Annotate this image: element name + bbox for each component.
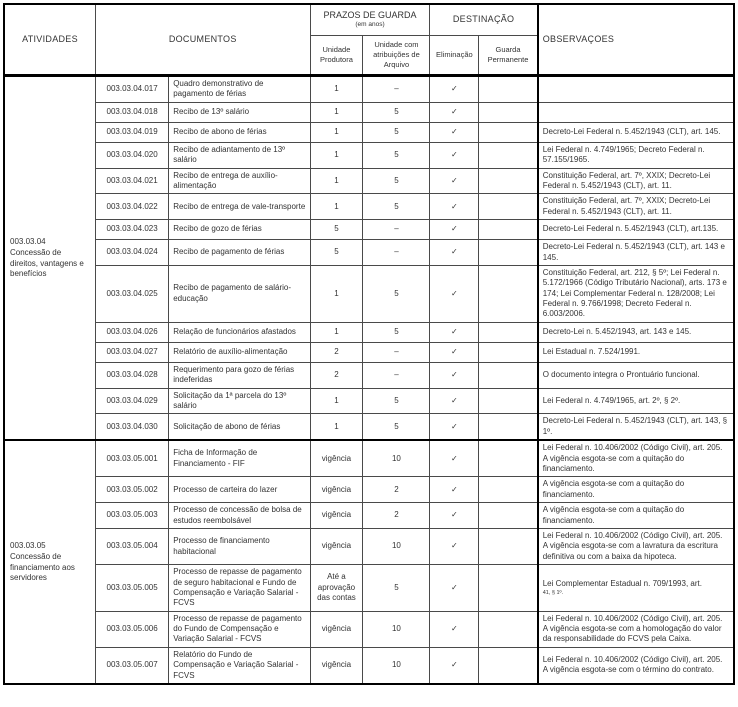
guarda-permanente-cell xyxy=(479,168,538,194)
observacao-text: A vigência esgota-se com a quitação do financiamento. xyxy=(542,505,685,525)
activity-label: Concessão de direitos, vantagens e benefícios xyxy=(10,248,84,278)
document-code-cell: 003.03.04.019 xyxy=(96,122,169,142)
table-row xyxy=(4,362,734,388)
eliminacao-cell xyxy=(430,477,479,503)
prazo-unidade-produtora-cell: 1 xyxy=(310,414,363,440)
table-row xyxy=(4,647,734,684)
observacao-text: Decreto-Lei Federal n. 5.452/1943 (CLT), art.135. xyxy=(542,224,719,234)
observacoes-cell xyxy=(538,102,734,122)
eliminacao-cell xyxy=(430,528,479,564)
document-code-cell: 003.03.04.030 xyxy=(96,414,169,440)
prazo-unidade-arquivo-cell: 5 xyxy=(363,194,430,220)
check-icon: ✓ xyxy=(451,453,458,463)
document-name-cell: Requerimento para gozo de férias indeferidas xyxy=(169,362,310,388)
activity-code: 003.03.04 xyxy=(10,236,46,246)
eliminacao-cell xyxy=(430,122,479,142)
header-atividades: ATIVIDADES xyxy=(4,4,96,76)
observacoes-cell xyxy=(538,220,734,240)
observacoes-cell xyxy=(538,414,734,440)
document-code-cell: 003.03.04.018 xyxy=(96,102,169,122)
prazo-unidade-arquivo-cell: 5 xyxy=(363,168,430,194)
document-code-cell: 003.03.05.007 xyxy=(96,647,169,684)
header-documentos: DOCUMENTOS xyxy=(96,4,311,76)
prazo-unidade-produtora-cell: 2 xyxy=(310,362,363,388)
observacoes-cell xyxy=(538,440,734,477)
document-name-cell: Relação de funcionários afastados xyxy=(169,322,310,342)
document-code-cell: 003.03.04.021 xyxy=(96,168,169,194)
document-name-cell: Processo de repasse de pagamento do Fundo de Compensação e Variação Salarial - FCVS xyxy=(169,611,310,647)
table-row xyxy=(4,440,734,477)
eliminacao-cell xyxy=(430,265,479,322)
activity-cell xyxy=(4,76,96,441)
header-guarda-permanente: Guarda Permanente xyxy=(479,36,538,76)
observacoes-cell xyxy=(538,647,734,684)
prazo-unidade-produtora-cell: 1 xyxy=(310,265,363,322)
observacoes-cell xyxy=(538,565,734,612)
header-destinacao: DESTINAÇÃO xyxy=(430,4,538,36)
prazo-unidade-produtora-cell: 2 xyxy=(310,342,363,362)
guarda-permanente-cell xyxy=(479,142,538,168)
observacao-text: Constituição Federal, art. 7º, XXIX; Decreto-Lei Federal n. 5.452/1943 (CLT), art. 11. xyxy=(542,170,711,190)
eliminacao-cell xyxy=(430,388,479,414)
activity-cell xyxy=(4,440,96,684)
prazo-unidade-arquivo-cell: 5 xyxy=(363,565,430,612)
prazo-unidade-arquivo-cell: 2 xyxy=(363,477,430,503)
check-icon: ✓ xyxy=(451,582,458,592)
document-code-cell: 003.03.05.004 xyxy=(96,528,169,564)
prazo-unidade-produtora-cell: 5 xyxy=(310,240,363,266)
document-code-cell: 003.03.04.024 xyxy=(96,240,169,266)
prazo-unidade-produtora-cell: 1 xyxy=(310,168,363,194)
document-name-cell: Processo de concessão de bolsa de estudos reembolsável xyxy=(169,503,310,529)
check-icon: ✓ xyxy=(451,201,458,211)
eliminacao-cell xyxy=(430,440,479,477)
document-name-cell: Ficha de Informação de Financiamento - FIF xyxy=(169,440,310,477)
guarda-permanente-cell xyxy=(479,647,538,684)
table-body xyxy=(4,76,734,685)
eliminacao-cell xyxy=(430,76,479,103)
observacoes-cell xyxy=(538,122,734,142)
document-code-cell: 003.03.04.025 xyxy=(96,265,169,322)
eliminacao-cell xyxy=(430,503,479,529)
observacao-text: O documento integra o Prontuário funcional. xyxy=(542,370,700,380)
observacoes-cell xyxy=(538,168,734,194)
document-code-cell: 003.03.05.006 xyxy=(96,611,169,647)
observacoes-cell xyxy=(538,611,734,647)
table-row xyxy=(4,477,734,503)
document-name-cell: Recibo de adiantamento de 13º salário xyxy=(169,142,310,168)
guarda-permanente-cell xyxy=(479,440,538,477)
prazo-unidade-produtora-cell: 5 xyxy=(310,220,363,240)
observacoes-cell xyxy=(538,142,734,168)
document-name-cell: Relatório do Fundo de Compensação e Variação Salarial - FCVS xyxy=(169,647,310,684)
prazo-unidade-produtora-cell: 1 xyxy=(310,322,363,342)
prazo-unidade-produtora-cell: 1 xyxy=(310,194,363,220)
table-row xyxy=(4,528,734,564)
document-code-cell: 003.03.04.029 xyxy=(96,388,169,414)
check-icon: ✓ xyxy=(451,421,458,431)
header-unidade-produtora: Unidade Produtora xyxy=(310,36,363,76)
check-icon: ✓ xyxy=(451,660,458,670)
prazo-unidade-produtora-cell: vigência xyxy=(310,440,363,477)
prazo-unidade-arquivo-cell: 5 xyxy=(363,142,430,168)
table-row xyxy=(4,122,734,142)
document-name-cell: Recibo de pagamento de férias xyxy=(169,240,310,266)
prazo-unidade-produtora-cell: 1 xyxy=(310,122,363,142)
check-icon: ✓ xyxy=(451,541,458,551)
check-icon: ✓ xyxy=(451,327,458,337)
eliminacao-cell xyxy=(430,647,479,684)
header-prazos-title: PRAZOS DE GUARDA xyxy=(323,10,417,21)
document-code-cell: 003.03.04.026 xyxy=(96,322,169,342)
document-name-cell: Recibo de abono de férias xyxy=(169,122,310,142)
table-row xyxy=(4,322,734,342)
check-icon: ✓ xyxy=(451,395,458,405)
table-row xyxy=(4,168,734,194)
observacao-text: A vigência esgota-se com a quitação do financiamento. xyxy=(542,479,685,499)
observacao-text: Lei Federal n. 4.749/1965; Decreto Federal n. 57.155/1965. xyxy=(542,144,705,165)
document-code-cell: 003.03.05.005 xyxy=(96,565,169,612)
document-code-cell: 003.03.04.023 xyxy=(96,220,169,240)
observacoes-cell xyxy=(538,388,734,414)
observacao-text: Lei Estadual n. 7.524/1991. xyxy=(542,347,641,357)
table-row xyxy=(4,503,734,529)
observacoes-cell xyxy=(538,477,734,503)
table-row xyxy=(4,342,734,362)
header-prazos-subtitle: (em anos) xyxy=(355,21,385,29)
guarda-permanente-cell xyxy=(479,565,538,612)
guarda-permanente-cell xyxy=(479,388,538,414)
document-name-cell: Solicitação da 1ª parcela do 13º salário xyxy=(169,388,310,414)
observacao-text: Decreto-Lei Federal n. 5.452/1943 (CLT), art. 143, § 1º. xyxy=(542,416,728,436)
eliminacao-cell xyxy=(430,362,479,388)
table-row xyxy=(4,220,734,240)
check-icon: ✓ xyxy=(451,370,458,380)
temporality-table xyxy=(3,3,735,685)
observacao-text: Lei Federal n. 10.406/2002 (Código Civil), art. 205. A vigência esgota-se com a quitação do financiamento. xyxy=(542,443,723,473)
guarda-permanente-cell xyxy=(479,102,538,122)
prazo-unidade-produtora-cell: vigência xyxy=(310,611,363,647)
prazo-unidade-produtora-cell: 1 xyxy=(310,76,363,103)
activity-code: 003.03.05 xyxy=(10,540,46,550)
prazo-unidade-produtora-cell: 1 xyxy=(310,142,363,168)
observacoes-cell xyxy=(538,265,734,322)
prazo-unidade-arquivo-cell: 10 xyxy=(363,528,430,564)
document-name-cell: Recibo de entrega de vale-transporte xyxy=(169,194,310,220)
prazo-unidade-arquivo-cell: – xyxy=(363,342,430,362)
table-row xyxy=(4,76,734,103)
prazo-unidade-arquivo-cell: 10 xyxy=(363,647,430,684)
prazo-unidade-produtora-cell: vigência xyxy=(310,503,363,529)
activity-label: Concessão de financiamento aos servidores xyxy=(10,552,75,582)
check-icon: ✓ xyxy=(451,288,458,298)
table-row xyxy=(4,414,734,440)
observacoes-cell xyxy=(538,240,734,266)
prazo-unidade-arquivo-cell: – xyxy=(363,76,430,103)
prazo-unidade-arquivo-cell: 10 xyxy=(363,611,430,647)
observacoes-cell xyxy=(538,76,734,103)
document-name-cell: Solicitação de abono de férias xyxy=(169,414,310,440)
document-code-cell: 003.03.05.002 xyxy=(96,477,169,503)
prazo-unidade-arquivo-cell: 10 xyxy=(363,440,430,477)
prazo-unidade-arquivo-cell: 5 xyxy=(363,102,430,122)
prazo-unidade-produtora-cell: 1 xyxy=(310,388,363,414)
guarda-permanente-cell xyxy=(479,322,538,342)
guarda-permanente-cell xyxy=(479,414,538,440)
table-row xyxy=(4,240,734,266)
observacao-footnote: 41, § 1º. xyxy=(542,589,564,596)
document-name-cell: Recibo de pagamento de salário-educação xyxy=(169,265,310,322)
document-name-cell: Recibo de 13º salário xyxy=(169,102,310,122)
observacoes-cell xyxy=(538,362,734,388)
table-row xyxy=(4,194,734,220)
check-icon: ✓ xyxy=(451,175,458,185)
check-icon: ✓ xyxy=(451,149,458,159)
document-code-cell: 003.03.05.003 xyxy=(96,503,169,529)
header-eliminacao: Eliminação xyxy=(430,36,479,76)
document-name-cell: Relatório de auxílio-alimentação xyxy=(169,342,310,362)
eliminacao-cell xyxy=(430,168,479,194)
guarda-permanente-cell xyxy=(479,76,538,103)
eliminacao-cell xyxy=(430,322,479,342)
table-row xyxy=(4,102,734,122)
document-name-cell: Processo de repasse de pagamento de seguro habitacional e Fundo de Compensação e Variação Salarial - FCVS xyxy=(169,565,310,612)
guarda-permanente-cell xyxy=(479,220,538,240)
observacoes-cell xyxy=(538,194,734,220)
prazo-unidade-produtora-cell: vigência xyxy=(310,477,363,503)
prazo-unidade-arquivo-cell: – xyxy=(363,240,430,266)
header-prazos-de-guarda xyxy=(310,4,430,36)
observacoes-cell xyxy=(538,503,734,529)
observacoes-cell xyxy=(538,322,734,342)
observacao-text: Constituição Federal, art. 7º, XXIX; Decreto-Lei Federal n. 5.452/1943 (CLT), art. 11. xyxy=(542,196,711,216)
observacao-text: Lei Federal n. 4.749/1965, art. 2º, § 2º. xyxy=(542,395,681,405)
prazo-unidade-arquivo-cell: 5 xyxy=(363,322,430,342)
guarda-permanente-cell xyxy=(479,477,538,503)
prazo-unidade-arquivo-cell: 2 xyxy=(363,503,430,529)
check-icon: ✓ xyxy=(451,510,458,520)
header-unidade-arquivo: Unidade com atribuições de Arquivo xyxy=(363,36,430,76)
observacao-text: Decreto-Lei Federal n. 5.452/1943 (CLT), art. 145. xyxy=(542,127,721,137)
guarda-permanente-cell xyxy=(479,240,538,266)
guarda-permanente-cell xyxy=(479,265,538,322)
prazo-unidade-produtora-cell: Até a aprovação das contas xyxy=(310,565,363,612)
check-icon: ✓ xyxy=(451,127,458,137)
table-row xyxy=(4,142,734,168)
prazo-unidade-arquivo-cell: – xyxy=(363,362,430,388)
eliminacao-cell xyxy=(430,565,479,612)
document-name-cell: Processo de carteira do lazer xyxy=(169,477,310,503)
observacoes-cell xyxy=(538,528,734,564)
document-code-cell: 003.03.04.020 xyxy=(96,142,169,168)
document-code-cell: 003.03.04.017 xyxy=(96,76,169,103)
eliminacao-cell xyxy=(430,342,479,362)
eliminacao-cell xyxy=(430,194,479,220)
guarda-permanente-cell xyxy=(479,194,538,220)
table-row xyxy=(4,265,734,322)
check-icon: ✓ xyxy=(451,247,458,257)
prazo-unidade-arquivo-cell: 5 xyxy=(363,122,430,142)
document-name-cell: Recibo de gozo de férias xyxy=(169,220,310,240)
document-code-cell: 003.03.04.022 xyxy=(96,194,169,220)
check-icon: ✓ xyxy=(451,624,458,634)
table-row xyxy=(4,388,734,414)
guarda-permanente-cell xyxy=(479,122,538,142)
prazo-unidade-arquivo-cell: 5 xyxy=(363,388,430,414)
eliminacao-cell xyxy=(430,220,479,240)
table-row xyxy=(4,611,734,647)
prazo-unidade-produtora-cell: 1 xyxy=(310,102,363,122)
observacao-text: Constituição Federal, art. 212, § 5º; Lei Federal n. 5.172/1966 (Código Tributário Nacional), arts. 173 e 174; Lei Complementar Federal n. 128/2008; Lei Federal n. 9.766/1998; Decreto Federal n. 6.003/2006. xyxy=(542,267,727,319)
observacoes-cell xyxy=(538,342,734,362)
header-observacoes: OBSERVAÇOES xyxy=(538,4,734,76)
observacao-text: Lei Federal n. 10.406/2002 (Código Civil), art. 205. A vigência esgota-se com a homologação do valor da responsabilidade do FCVS pela Caixa. xyxy=(542,613,723,644)
prazo-unidade-arquivo-cell: – xyxy=(363,220,430,240)
guarda-permanente-cell xyxy=(479,342,538,362)
observacao-text: Lei Complementar Estadual n. 709/1993, art. xyxy=(542,579,702,589)
document-code-cell: 003.03.04.027 xyxy=(96,342,169,362)
check-icon: ✓ xyxy=(451,224,458,234)
document-code-cell: 003.03.04.028 xyxy=(96,362,169,388)
document-code-cell: 003.03.05.001 xyxy=(96,440,169,477)
eliminacao-cell xyxy=(430,414,479,440)
table-row xyxy=(4,565,734,612)
document-name-cell: Processo de financiamento habitacional xyxy=(169,528,310,564)
observacao-text: Lei Federal n. 10.406/2002 (Código Civil), art. 205. A vigência esgota-se com a lavratura da escritura definitiva ou com a baixa da hipoteca. xyxy=(542,530,723,561)
guarda-permanente-cell xyxy=(479,362,538,388)
observacao-text: Lei Federal n. 10.406/2002 (Código Civil), art. 205. A vigência esgota-se com o término do contrato. xyxy=(542,655,723,675)
prazo-unidade-arquivo-cell: 5 xyxy=(363,265,430,322)
guarda-permanente-cell xyxy=(479,503,538,529)
prazo-unidade-arquivo-cell: 5 xyxy=(363,414,430,440)
observacao-text: Decreto-Lei n. 5.452/1943, art. 143 e 145. xyxy=(542,327,692,337)
eliminacao-cell xyxy=(430,102,479,122)
eliminacao-cell xyxy=(430,611,479,647)
observacao-text: Decreto-Lei Federal n. 5.452/1943 (CLT), art. 143 e 145. xyxy=(542,242,725,262)
prazo-unidade-produtora-cell: vigência xyxy=(310,647,363,684)
guarda-permanente-cell xyxy=(479,611,538,647)
document-name-cell: Recibo de entrega de auxílio-alimentação xyxy=(169,168,310,194)
check-icon: ✓ xyxy=(451,107,458,117)
eliminacao-cell xyxy=(430,142,479,168)
guarda-permanente-cell xyxy=(479,528,538,564)
table-header xyxy=(4,4,734,76)
eliminacao-cell xyxy=(430,240,479,266)
document-name-cell: Quadro demonstrativo de pagamento de férias xyxy=(169,76,310,103)
check-icon: ✓ xyxy=(451,347,458,357)
check-icon: ✓ xyxy=(451,484,458,494)
prazo-unidade-produtora-cell: vigência xyxy=(310,528,363,564)
check-icon: ✓ xyxy=(451,84,458,94)
